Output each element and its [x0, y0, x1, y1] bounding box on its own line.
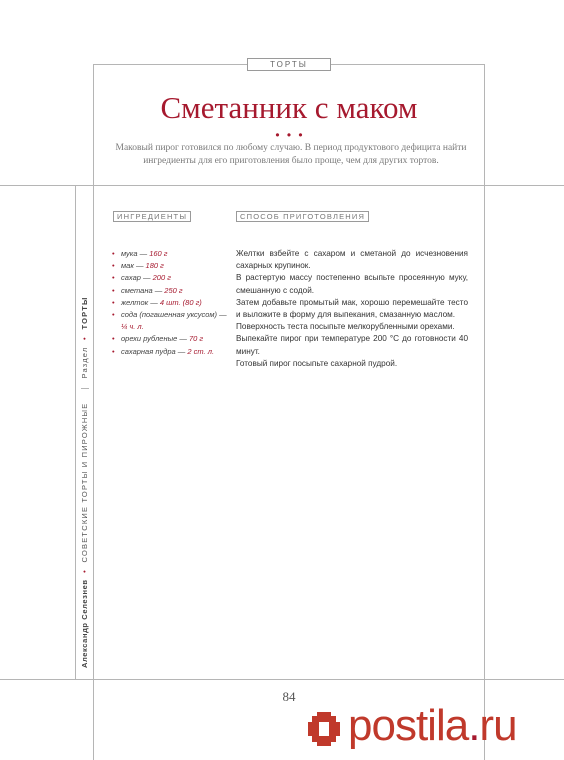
list-item: • сода (погашенная уксусом) — ¼ ч. л. [112, 309, 230, 333]
section-name: ТОРТЫ [80, 296, 89, 330]
ingredients-list [112, 248, 230, 358]
watermark-text: postila [348, 701, 469, 750]
list-item: • мак — 180 г [112, 260, 230, 272]
book-title: СОВЕТСКИЕ ТОРТЫ И ПИРОЖНЫЕ [80, 402, 89, 563]
watermark [348, 702, 517, 750]
top-divider-rule [0, 185, 564, 186]
list-item: • сметана — 250 г [112, 285, 230, 297]
method-step: Затем добавьте промытый мак, хорошо перемешайте тесто и выложите в форму для выпекания, смазанную маслом. [236, 297, 468, 320]
method-step: Поверхность теста посыпьте мелкорубленными орехами. [236, 322, 455, 332]
section-tag: ТОРТЫ [247, 58, 331, 71]
recipe-intro: Маковый пирог готовился по любому случаю. В период продуктового дефицита найти ингредиенты для его приготовления было проще, чем для других тортов. [115, 143, 467, 166]
section-word: Раздел [80, 346, 89, 379]
page-number: 84 [282, 689, 296, 704]
method-step: В растертую массу постепенно всыпьте просеянную муку, смешанную с содой. [236, 273, 468, 295]
separator-dot: • [80, 569, 89, 573]
list-item: • желток — 4 шт. (80 г) [112, 297, 230, 309]
divider [81, 388, 89, 389]
method-step: Готовый пирог посыпьте сахарной пудрой. [236, 358, 398, 368]
postila-logo-icon [307, 712, 341, 746]
method-step: Выпекайте пирог при температуре 200 °С до готовности 40 минут. [236, 334, 468, 356]
method-step: Желтки взбейте с сахаром и сметаной до исчезновения сахарных крупинок. [236, 249, 468, 271]
bottom-divider-rule [0, 679, 564, 680]
page-frame [93, 64, 485, 760]
list-item: • сахар — 200 г [112, 272, 230, 284]
list-item: • сахарная пудра — 2 ст. л. [112, 346, 230, 358]
method-text [236, 248, 468, 370]
title-ornament: • • • [275, 128, 305, 142]
running-head-text [80, 296, 89, 668]
sidebar-rule [75, 186, 76, 680]
method-heading: СПОСОБ ПРИГОТОВЛЕНИЯ [236, 211, 369, 222]
ingredients-heading: ИНГРЕДИЕНТЫ [113, 211, 191, 222]
watermark-dot: . [468, 701, 480, 750]
separator-dot: • [80, 336, 89, 340]
list-item: • мука — 160 г [112, 248, 230, 260]
recipe-title: Сметанник с маком [160, 90, 418, 125]
watermark-tld: ru [479, 701, 517, 750]
author-name: Александр Селезнев [80, 579, 89, 668]
list-item: • орехи рубленые — 70 г [112, 333, 230, 345]
